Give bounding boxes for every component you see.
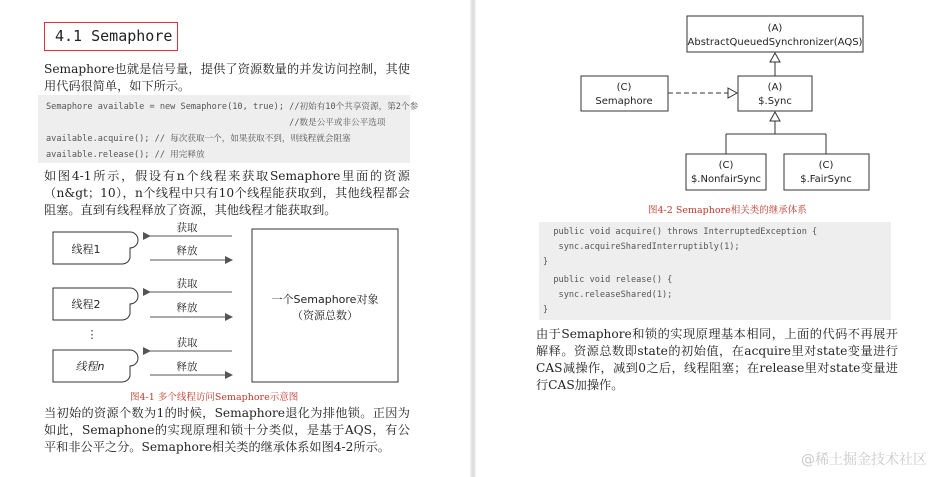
section-title: 4.1 Semaphore — [44, 22, 178, 51]
code-line: Semaphore available = new Semaphore(10, true); //初始有10个共享资源，第2个参 — [46, 102, 419, 112]
code-line: } — [543, 305, 549, 315]
ellipsis: ⋮ — [86, 328, 98, 341]
aqs-line1: (A) — [767, 23, 783, 34]
code-line: available.acquire(); // 每次获取一个，如果获取不到，则线程就会阻塞 — [46, 134, 351, 144]
closing-paragraph: 当初始的资源个数为1的时候，Semaphore退化为排他锁。正因为如此，Semaphone的实现原理和锁十分类似，是基于AQS，有公平和非公平之分。Semaphore相关类的继承体系如图4-2所示。 — [44, 406, 410, 454]
figure-4-2-caption: 图4-2 Semaphore相关类的继承体系 — [648, 205, 807, 216]
acquire-label: 获取 — [176, 337, 198, 349]
watermark: @稀土掘金技术社区 — [801, 452, 927, 468]
code-line: sync.releaseShared(1); — [543, 290, 673, 300]
semaphore-line2: Semaphore — [595, 96, 653, 107]
code-block-right — [539, 222, 891, 320]
sync-line1: (A) — [767, 82, 783, 93]
figure-4-2 — [576, 12, 876, 194]
aqs-line2: AbstractQueuedSynchronizer(AQS) — [687, 37, 863, 48]
acquire-label: 获取 — [176, 222, 198, 234]
acquire-label: 获取 — [176, 278, 198, 290]
code-line: //数是公平或非公平选项 — [46, 118, 386, 128]
thread-label-2: 线程2 — [71, 298, 101, 311]
figure-4-1-caption: 图4-1 多个线程访问Semaphore示意图 — [130, 392, 299, 403]
nonfair-line2: $.NonfairSync — [690, 174, 762, 185]
code-line: } — [543, 257, 549, 267]
right-paragraph: 由于Semaphore和锁的实现原理基本相同，上面的代码不再展开解释。资源总数即state的初始值，在acquire里对state变量进行CAS减操作，减到0之后，线程阻塞；在release里对state变量进行CAS加操作。 — [536, 327, 898, 392]
code-line: available.release(); // 用完释放 — [46, 150, 205, 160]
fair-line1: (C) — [818, 160, 834, 171]
release-label: 释放 — [176, 245, 198, 257]
code-block-left — [38, 95, 419, 163]
description-paragraph: 如图4-1所示，假设有n个线程来获取Semaphore里面的资源（n&gt；10），n个线程中只有10个线程能获取到，其他线程都会阻塞。直到有线程释放了资源，其他线程才能获取到。 — [44, 169, 410, 217]
right-page — [476, 0, 937, 477]
semaphore-line1: (C) — [616, 82, 632, 93]
figure-4-1 — [40, 218, 420, 383]
semaphore-box-line1: 一个Semaphore对象 — [271, 293, 379, 306]
sync-line2: $.Sync — [758, 96, 792, 107]
fair-line2: $.FairSync — [800, 174, 852, 185]
release-label: 释放 — [176, 361, 198, 373]
thread-label-1: 线程1 — [71, 243, 101, 256]
code-line: public void release() { — [543, 275, 673, 285]
semaphore-box-line2: （资源总数） — [292, 309, 358, 322]
code-line: public void acquire() throws InterruptedException { — [543, 227, 818, 237]
code-line: sync.acquireSharedInterruptibly(1); — [543, 242, 740, 252]
thread-label-n: 线程n — [75, 360, 105, 373]
release-label: 释放 — [176, 302, 198, 314]
nonfair-line1: (C) — [718, 160, 734, 171]
intro-paragraph: Semaphore也就是信号量，提供了资源数量的并发访问控制，其使用代码很简单，如下所示。 — [44, 62, 410, 93]
